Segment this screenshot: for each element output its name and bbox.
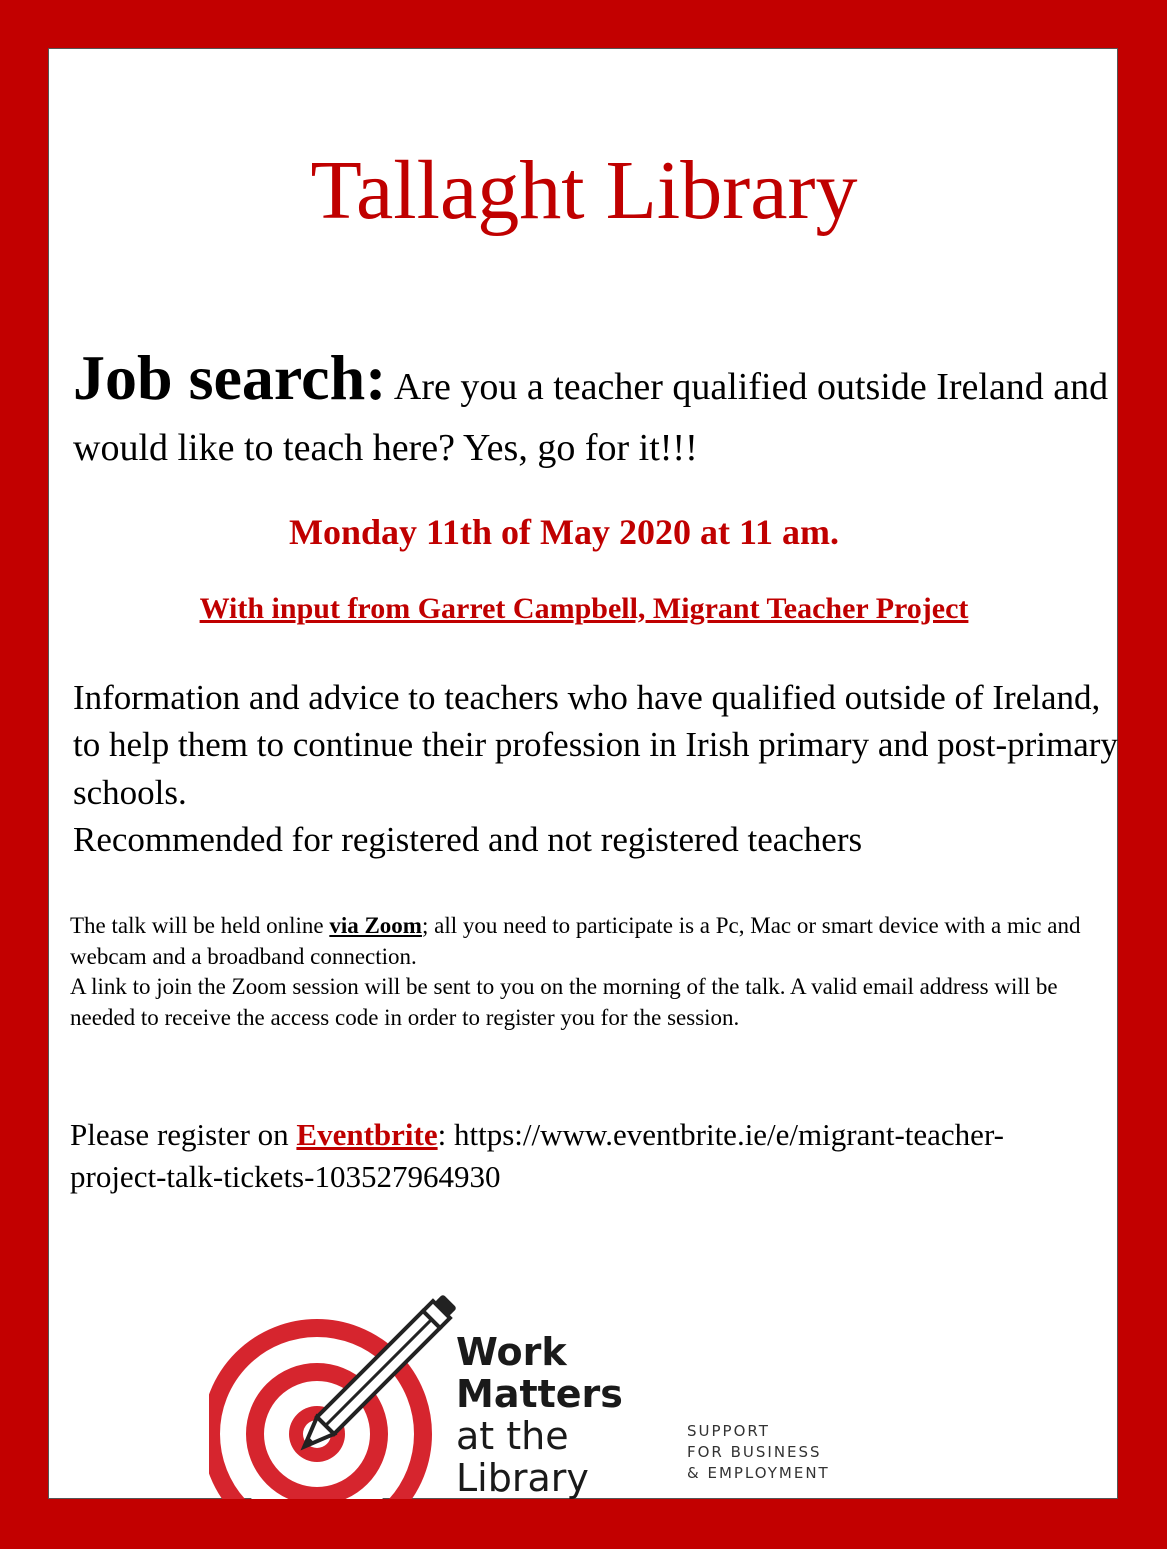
zoom-details: The talk will be held online via Zoom; all you need to participate is a Pc, Mac or smart device with a mic and webcam and a broadband connection. [70,913,1081,969]
logo-tagline: SUPPORT FOR BUSINESS & EMPLOYMENT [687,1422,830,1482]
recommendation-line: Recommended for registered and not registered teachers [73,819,863,859]
speaker-line: With input from Garret Campbell, Migrant Teacher Project [199,592,969,625]
details-block [70,911,1095,1033]
flyer-sheet [48,48,1118,1499]
flyer-title: Tallaght Library [310,144,858,237]
register-line: Please register on Eventbrite: https://www.eventbrite.ie/e/migrant-teacher-project-talk-tickets-103527964930 [70,1117,1004,1194]
lead-text: Are you a teacher qualified outside Ireland and would like to teach here? Yes, go for it!!! [73,366,1109,470]
eventbrite-link[interactable]: Eventbrite [296,1117,438,1152]
register-url: : https://www.eventbrite.ie/e/migrant-teacher-project-talk-tickets-103527964930 [70,1117,1004,1194]
access-details: A link to join the Zoom session will be sent to you on the morning of the talk. A valid email address will be needed to receive the access code in order to register you for the session. [70,974,1058,1030]
logo-wordmark: Work Matters at the Library [456,1330,623,1500]
lead-heading: Job search: [73,342,387,413]
info-block [73,674,1118,863]
lead-paragraph [73,334,1123,475]
info-paragraph: Information and advice to teachers who have qualified outside of Ireland, to help them to continue their profession in Irish primary and post-primary schools. [73,678,1118,812]
target-pencil-icon [209,1289,459,1499]
zoom-link[interactable]: via Zoom [329,913,422,938]
work-matters-logo [209,1289,909,1499]
event-date: Monday 11th of May 2020 at 11 am. [288,512,839,552]
